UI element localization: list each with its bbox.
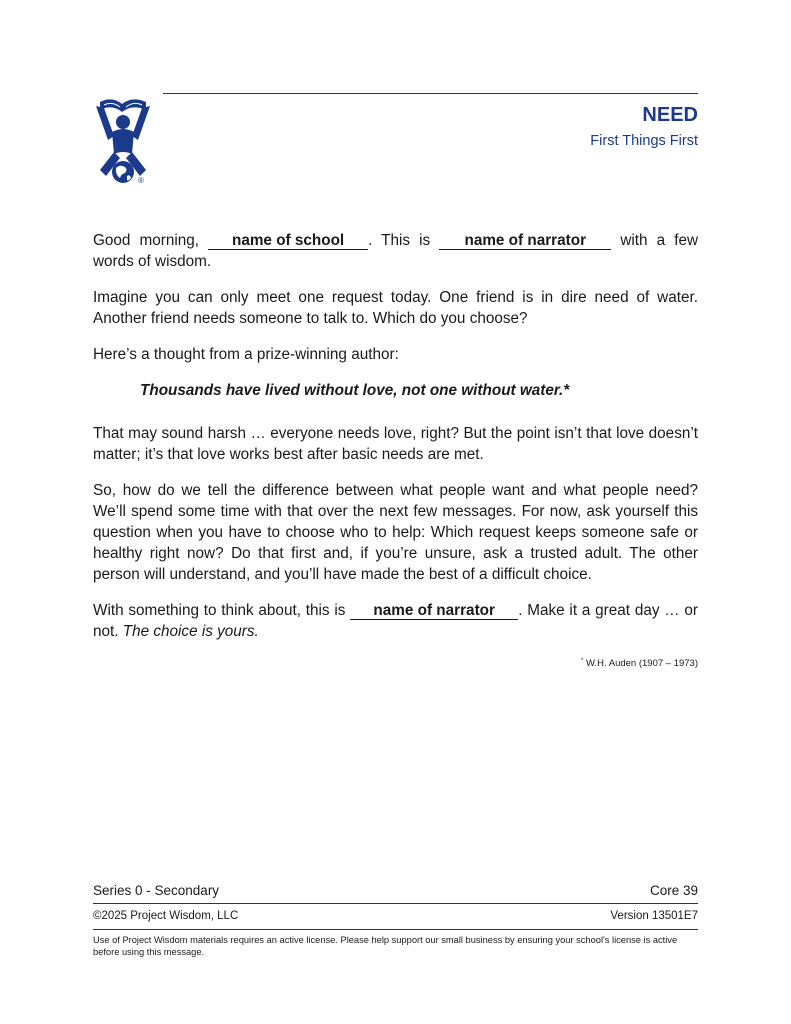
footer-rule-2	[93, 929, 698, 930]
featured-quote: Thousands have lived without love, not one without water.*	[140, 382, 570, 399]
logo-figure-icon	[92, 96, 154, 190]
greeting-paragraph: Good morning, name of school . This is name of narrator with a few words of wisdom.	[93, 232, 698, 270]
page-subtitle: First Things First	[590, 133, 698, 149]
closing-paragraph: With something to think about, this is name of narrator . Make it a great day … or not. The choice is yours.	[93, 602, 698, 640]
intro-quote-paragraph: Here’s a thought from a prize-winning author:	[93, 346, 399, 363]
registered-mark: ®	[138, 176, 144, 185]
footer-rule	[93, 903, 698, 904]
copyright-text: ©2025 Project Wisdom, LLC	[93, 910, 239, 922]
footnote	[581, 658, 698, 669]
footnote-marker: *	[581, 658, 584, 664]
version-text: Version 13501E7	[610, 910, 698, 922]
core-label: Core 39	[649, 883, 698, 898]
narrator-name-blank-2: name of narrator	[350, 602, 518, 620]
license-notice: Use of Project Wisdom materials requires an active license. Please help support our small business by ensuring your school's license is active before using this message.	[93, 935, 678, 957]
footnote-text: W.H. Auden (1907 – 1973)	[586, 658, 698, 669]
tagline: The choice is yours.	[122, 623, 259, 640]
footer-series-row	[93, 883, 698, 898]
advice-paragraph: So, how do we tell the difference between what people want and what people need? We’ll spend some time with that over the next few messages. For now, ask yourself this question when you have to choose who to help: Which request keeps someone safe or healthy right now? Do that first and, if you’re unsure, ask a trusted adult. The other person will understand, and you’ll have made the best of a difficult choice.	[93, 482, 698, 583]
page-title: NEED	[642, 104, 698, 126]
message-body	[93, 230, 698, 657]
scenario-paragraph: Imagine you can only meet one request today. One friend is in dire need of water. Another friend needs someone to talk to. Which do you choose?	[93, 289, 698, 327]
project-wisdom-logo	[92, 96, 154, 190]
header-rule	[163, 93, 698, 94]
explanation-paragraph: That may sound harsh … everyone needs love, right? But the point isn’t that love doesn’t matter; it’s that love works best after basic needs are met.	[93, 425, 698, 463]
footer-copyright-row	[93, 910, 698, 922]
school-name-blank: name of school	[208, 232, 368, 250]
narrator-name-blank: name of narrator	[439, 232, 611, 250]
series-label: Series 0 - Secondary	[93, 883, 220, 898]
